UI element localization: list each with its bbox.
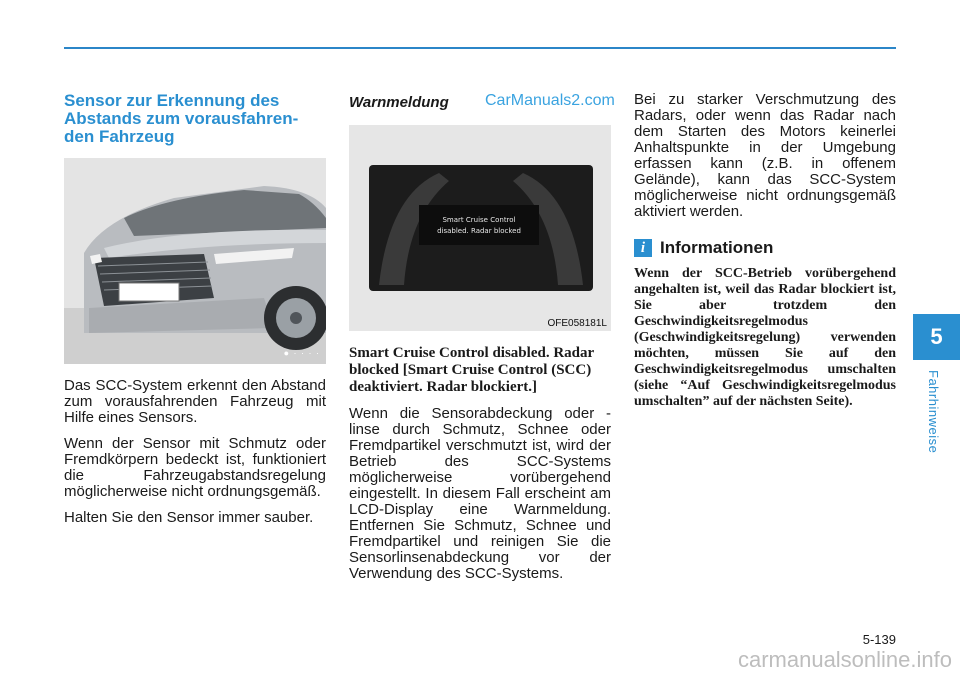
lcd-message-line1: Smart Cruise Control [442, 216, 516, 224]
column-1 [64, 92, 326, 526]
paragraph: Bei zu starker Verschmutzung des Radars, oder wenn das Radar nach dem Starten des Motors keinerlei Anhaltspunkte in der Umgebung erfassen kann (z.B. in offenem Gelände), kann das SCC-System möglicherweise nicht ordnungsgemäß aktiviert werden. [634, 91, 896, 220]
message-title: Smart Cruise Control disabled. Radar blocked [Smart Cruise Control (SCC) deaktiviert. Radar blockiert.] [349, 345, 594, 395]
photo-caption-mark: ● · · · · [283, 348, 320, 358]
info-icon: i [634, 239, 652, 257]
car-front-photo [64, 158, 326, 364]
image-code: OFE058181L [547, 318, 607, 329]
paragraph: Halten Sie den Sensor immer sauber. [64, 509, 314, 526]
lcd-message-line2: disabled. Radar blocked [437, 227, 521, 235]
car-illustration [64, 158, 326, 364]
column-3 [634, 92, 896, 410]
info-label: Informationen [660, 238, 774, 257]
warning-heading: Warnmeldung [349, 94, 449, 111]
column-2 [349, 92, 611, 582]
info-header [634, 238, 896, 258]
chapter-label: Fahrhinweise [926, 370, 941, 454]
section-title: Sensor zur Erkennung des Abstands zum vorausfahren-den Fahrzeug [64, 91, 299, 146]
lcd-display-illustration [349, 125, 611, 331]
footer-watermark: carmanualsonline.info [737, 647, 952, 672]
cluster-display [349, 125, 611, 331]
chapter-number-tab: 5 [913, 314, 960, 360]
paragraph: Wenn die Sensorabdeckung oder -linse durch Schmutz, Schnee oder Fremdpartikel verschmutzt ist, wird der Betrieb des SCC-Systems möglicherweise vorübergehend eingestellt. In diesem Fall erscheint am LCD-Display eine Warnmeldung. Entfernen Sie Schmutz, Schnee und Fremdpartikel und reinigen Sie die Sensorlinsenabdeckung vor der Verwendung des SCC-Systems. [349, 405, 611, 582]
info-text: Wenn der SCC-Betrieb vorübergehend angehalten ist, weil das Radar blockiert ist, Sie aber trotzdem den Geschwindigkeitsregelmodus (Geschwindigkeitsregelung) verwenden möchten, müssen Sie auf den Geschwindigkeitsregelmodus umschalten (siehe “Auf Geschwindigkeitsregelmodus umschalten” auf der nächsten Seite). [634, 266, 896, 409]
paragraph: Wenn der Sensor mit Schmutz oder Fremdkörpern bedeckt ist, funktioniert die Fahrzeugabstandsregelung möglicherweise nicht ordnungsgemäß. [64, 435, 326, 500]
paragraph: Das SCC-System erkennt den Abstand zum vorausfahrenden Fahrzeug mit Hilfe eines Sensors. [64, 377, 326, 426]
watermark-link[interactable]: CarManuals2.com [485, 92, 615, 109]
top-rule [64, 47, 896, 49]
page-number: 5-139 [862, 632, 896, 647]
